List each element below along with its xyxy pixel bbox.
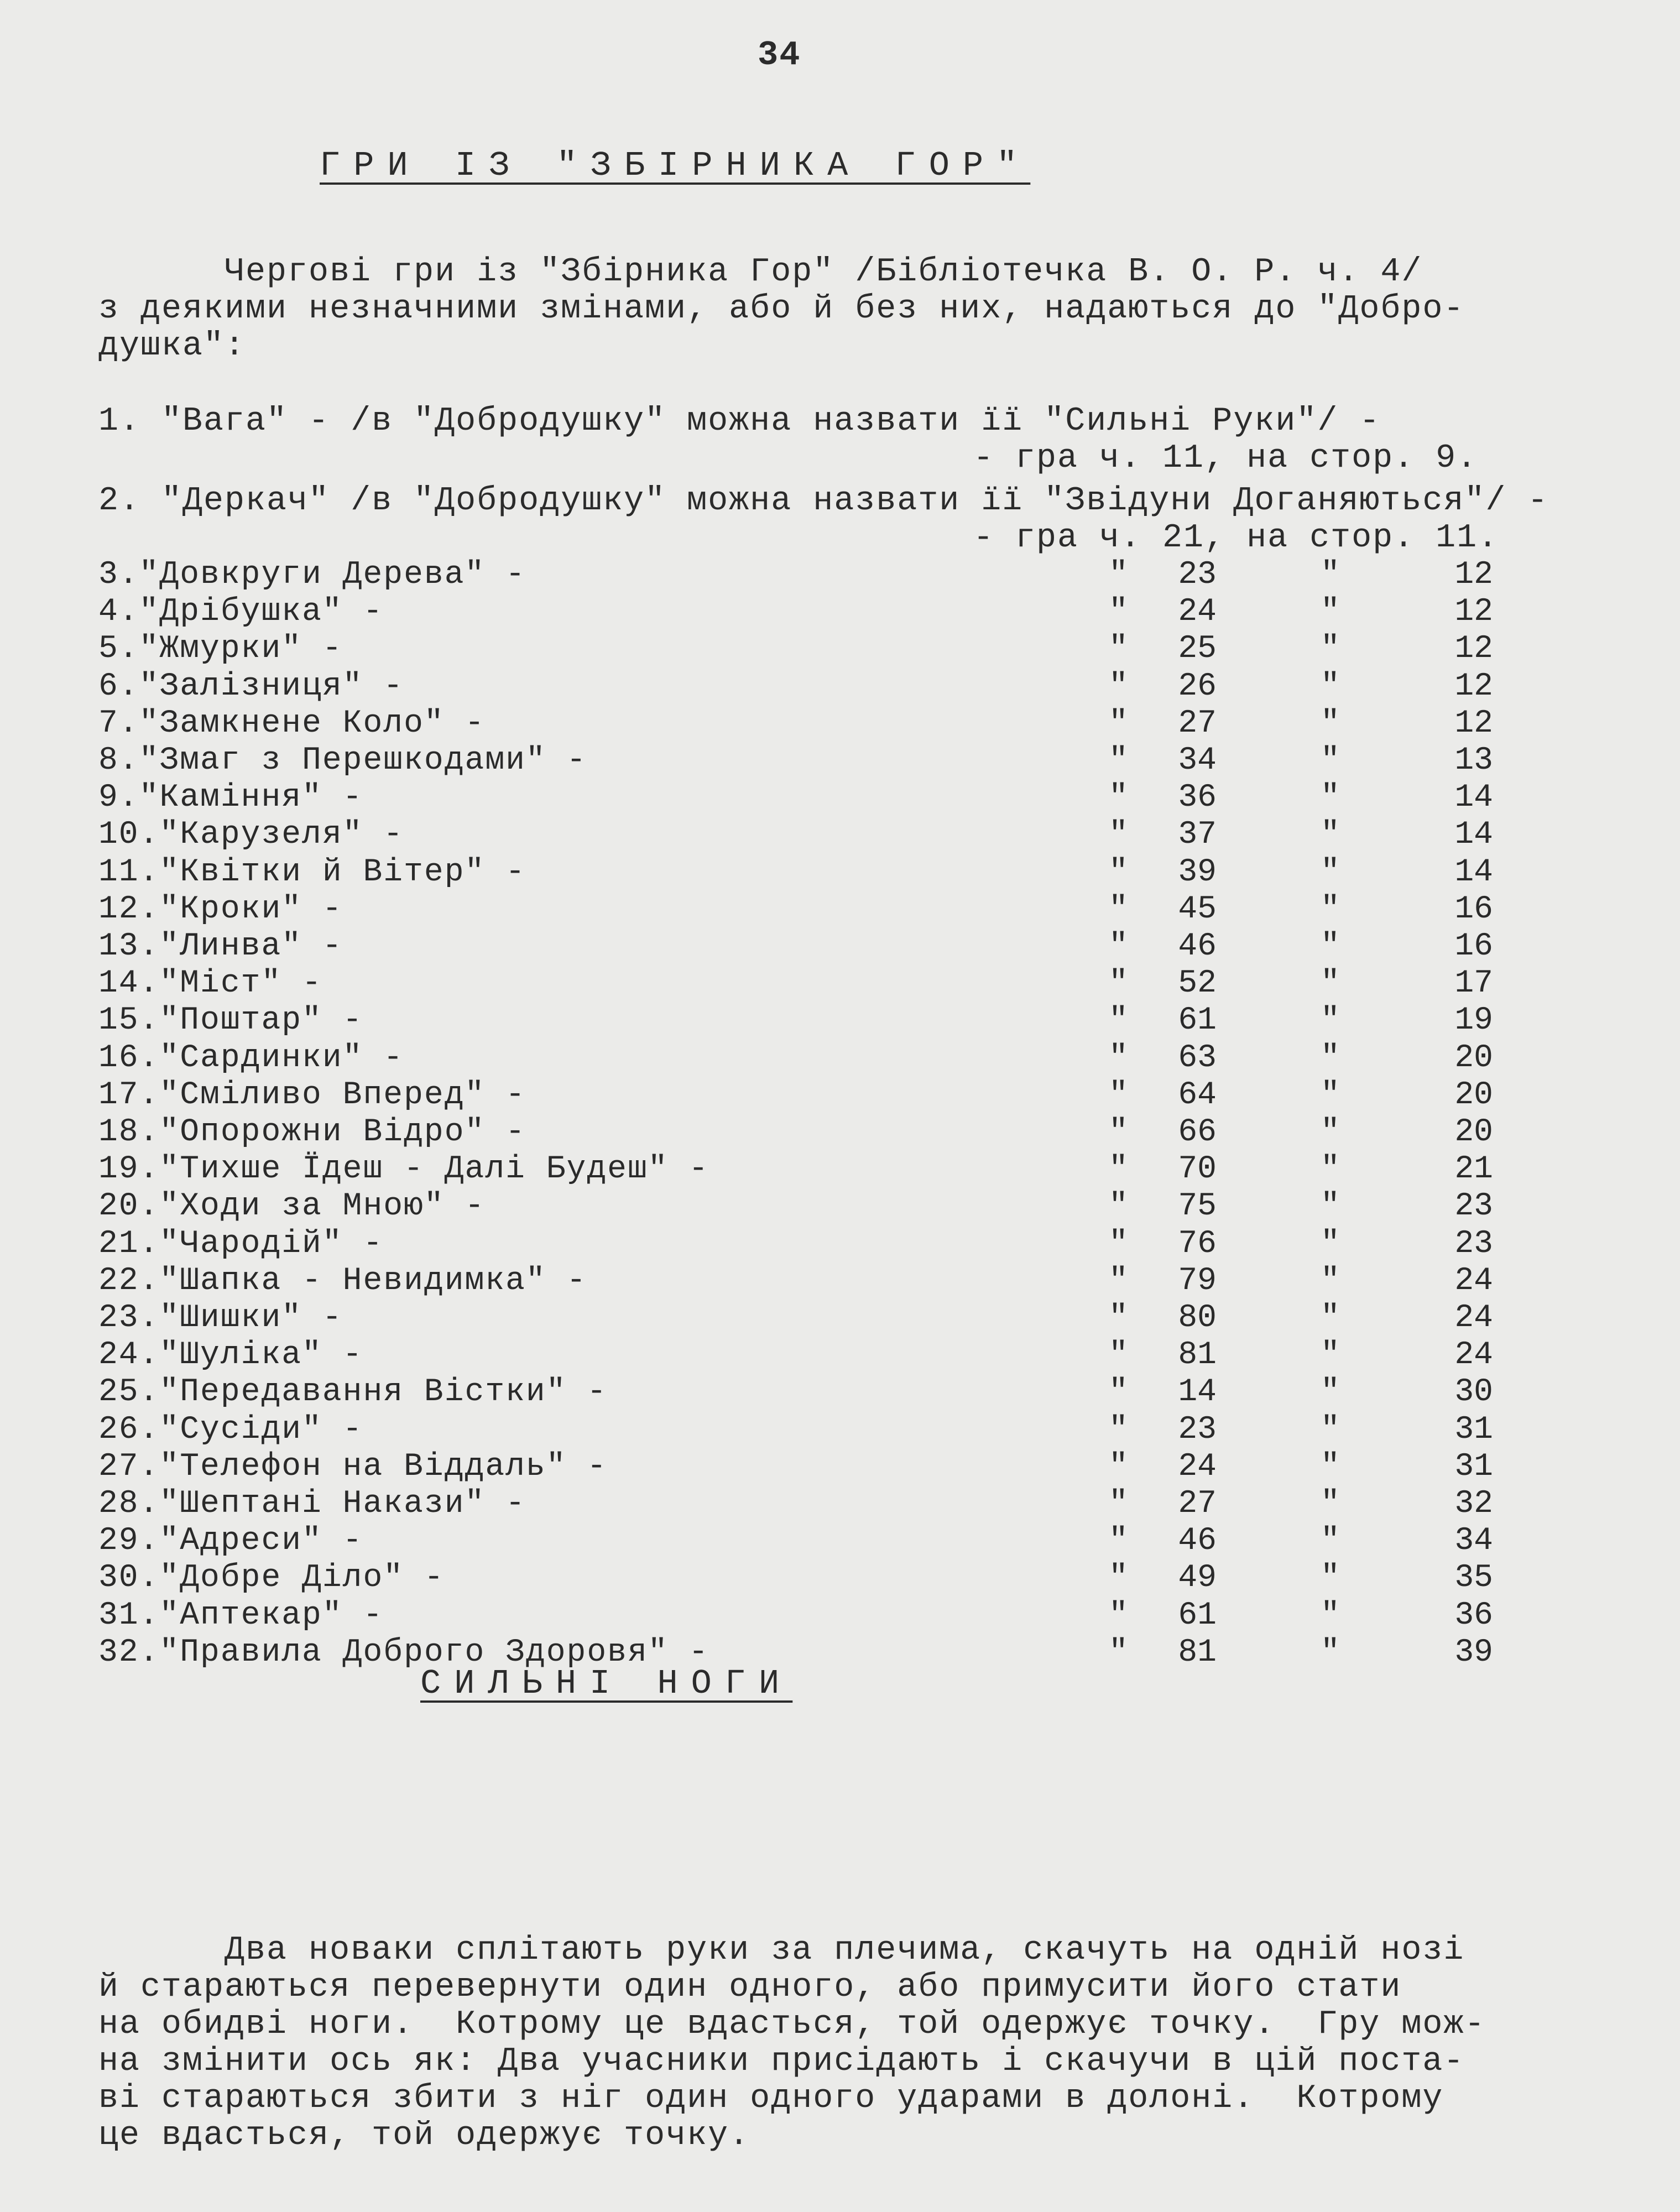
ditto-mark: "	[1109, 817, 1128, 853]
game-title: "Передавання Вістки" -	[159, 1374, 608, 1410]
section-line: й стараються перевернути один одного, або примусити його стати	[98, 1969, 1402, 2006]
game-label	[98, 928, 343, 965]
game-number: 27	[1178, 706, 1217, 742]
ditto-mark: "	[1321, 1040, 1340, 1076]
ditto-mark: "	[1109, 1523, 1128, 1559]
ditto-mark: "	[1109, 891, 1128, 927]
page-ref: 12	[1454, 594, 1493, 630]
game-index: 25.	[98, 1374, 160, 1410]
page-ref: 24	[1454, 1263, 1493, 1299]
game-title: "Дрібушка" -	[139, 594, 384, 630]
game-label	[98, 668, 404, 705]
ditto-mark: "	[1109, 1003, 1128, 1039]
ditto-mark: "	[1321, 1114, 1340, 1150]
ditto-mark: "	[1321, 1337, 1340, 1373]
game-index: 31.	[98, 1598, 160, 1634]
ditto-mark: "	[1321, 1300, 1340, 1336]
game-index: 9.	[98, 780, 139, 816]
page-ref: 20	[1454, 1040, 1493, 1076]
game-list-item	[0, 891, 1680, 928]
section-line: Два новаки сплітають руки за плечима, скачуть на одній нозі	[98, 1932, 1465, 1969]
page-ref: 32	[1454, 1486, 1493, 1522]
game-title: "Шапка - Невидимка" -	[159, 1263, 587, 1299]
game-index: 28.	[98, 1486, 160, 1522]
game-number: 27	[1178, 1486, 1217, 1522]
game-title: "Замкнене Коло" -	[139, 706, 486, 742]
ditto-mark: "	[1109, 1300, 1128, 1336]
game-number: 14	[1178, 1374, 1217, 1410]
game-title: "Шишки" -	[159, 1300, 343, 1336]
intro-line: Чергові гри із "Збірника Гор" /Бібліотечка В. О. Р. ч. 4/	[98, 253, 1423, 291]
game-title: "Поштар" -	[159, 1003, 363, 1039]
page-ref: 23	[1454, 1188, 1493, 1224]
game-number: 79	[1178, 1263, 1217, 1299]
game-number: 24	[1178, 1449, 1217, 1485]
game-list-item	[0, 1077, 1680, 1114]
game-label	[98, 1040, 404, 1077]
game-list-item	[0, 1188, 1680, 1225]
game-label	[98, 891, 343, 928]
ditto-mark: "	[1109, 1040, 1128, 1076]
entry-line: - гра ч. 21, на стор. 11.	[973, 519, 1499, 557]
game-index: 6.	[98, 669, 139, 705]
page-ref: 17	[1454, 966, 1493, 1001]
ditto-mark: "	[1321, 1598, 1340, 1634]
game-index: 20.	[98, 1188, 160, 1224]
game-number: 34	[1178, 743, 1217, 779]
game-index: 24.	[98, 1337, 160, 1373]
game-list-item	[0, 965, 1680, 1002]
game-title: "Опорожни Відро" -	[159, 1114, 526, 1150]
game-list-item	[0, 556, 1680, 593]
ditto-mark: "	[1321, 1263, 1340, 1299]
ditto-mark: "	[1109, 1151, 1128, 1187]
section-line: це вдасться, той одержує точку.	[98, 2117, 750, 2154]
game-label	[98, 1002, 363, 1039]
game-title: "Ходи за Мною" -	[159, 1188, 486, 1224]
game-label	[98, 742, 587, 779]
page-ref: 34	[1454, 1523, 1493, 1559]
game-title: "Адреси" -	[159, 1523, 363, 1559]
ditto-mark: "	[1109, 1449, 1128, 1485]
game-label	[98, 1597, 383, 1634]
page-ref: 21	[1454, 1151, 1493, 1187]
game-number: 52	[1178, 966, 1217, 1001]
game-number: 76	[1178, 1226, 1217, 1262]
game-list-item	[0, 928, 1680, 965]
game-index: 12.	[98, 891, 160, 927]
game-number: 75	[1178, 1188, 1217, 1224]
ditto-mark: "	[1109, 966, 1128, 1001]
section-line: ві стараються збити з ніг один одного ударами в долоні. Котрому	[98, 2080, 1444, 2117]
game-title: "Карузеля" -	[159, 817, 404, 853]
page-ref: 12	[1454, 669, 1493, 705]
game-label	[98, 1262, 587, 1300]
game-list-item	[0, 854, 1680, 891]
game-title: "Довкруги Дерева" -	[139, 557, 526, 593]
game-index: 30.	[98, 1560, 160, 1596]
game-index: 8.	[98, 743, 139, 779]
game-number: 25	[1178, 631, 1217, 667]
section-line: на обидві ноги. Котрому це вдасться, той одержує точку. Гру мож-	[98, 2006, 1486, 2043]
page-ref: 14	[1454, 854, 1493, 890]
page-ref: 19	[1454, 1003, 1493, 1039]
game-label	[98, 1188, 485, 1225]
game-list-item	[0, 1448, 1680, 1485]
game-list-item	[0, 705, 1680, 742]
game-index: 26.	[98, 1412, 160, 1448]
ditto-mark: "	[1321, 1188, 1340, 1224]
game-number: 66	[1178, 1114, 1217, 1150]
section-title: СИЛЬНІ НОГИ	[420, 1664, 793, 1703]
game-index: 7.	[98, 706, 139, 742]
ditto-mark: "	[1321, 1226, 1340, 1262]
game-title: "Правила Доброго Здоровя" -	[159, 1635, 709, 1671]
page-ref: 20	[1454, 1114, 1493, 1150]
ditto-mark: "	[1109, 1226, 1128, 1262]
ditto-mark: "	[1109, 1337, 1128, 1373]
game-index: 13.	[98, 928, 160, 964]
ditto-mark: "	[1109, 1598, 1128, 1634]
page-ref: 35	[1454, 1560, 1493, 1596]
ditto-mark: "	[1321, 1449, 1340, 1485]
game-label	[98, 1559, 445, 1597]
game-title: "Змаг з Перешкодами" -	[139, 743, 587, 779]
page-ref: 12	[1454, 706, 1493, 742]
game-index: 21.	[98, 1226, 160, 1262]
ditto-mark: "	[1109, 669, 1128, 705]
game-index: 23.	[98, 1300, 160, 1336]
game-index: 16.	[98, 1040, 160, 1076]
ditto-mark: "	[1321, 780, 1340, 816]
game-title: "Сусіди" -	[159, 1412, 363, 1448]
game-index: 19.	[98, 1151, 160, 1187]
ditto-mark: "	[1109, 780, 1128, 816]
game-label	[98, 1448, 607, 1485]
ditto-mark: "	[1109, 1635, 1128, 1671]
page-ref: 14	[1454, 817, 1493, 853]
page-ref: 39	[1454, 1635, 1493, 1671]
page-ref: 23	[1454, 1226, 1493, 1262]
game-index: 18.	[98, 1114, 160, 1150]
ditto-mark: "	[1109, 1486, 1128, 1522]
game-label	[98, 1485, 526, 1522]
game-index: 3.	[98, 557, 139, 593]
game-label	[98, 965, 322, 1002]
game-title: "Сардинки" -	[159, 1040, 404, 1076]
ditto-mark: "	[1321, 966, 1340, 1001]
page-number: 34	[758, 35, 801, 75]
game-list-item	[0, 1225, 1680, 1262]
game-title: "Жмурки" -	[139, 631, 343, 667]
page-ref: 16	[1454, 891, 1493, 927]
game-label	[98, 779, 363, 816]
game-index: 27.	[98, 1449, 160, 1485]
game-list-item	[0, 1485, 1680, 1522]
page-ref: 31	[1454, 1449, 1493, 1485]
page-ref: 36	[1454, 1598, 1493, 1634]
game-label	[98, 854, 526, 891]
entry-line: - гра ч. 11, на стор. 9.	[973, 440, 1478, 477]
game-title: "Каміння" -	[139, 780, 363, 816]
game-list-item	[0, 668, 1680, 705]
game-number: 23	[1178, 1412, 1217, 1448]
game-number: 61	[1178, 1003, 1217, 1039]
ditto-mark: "	[1109, 1374, 1128, 1410]
page-ref: 30	[1454, 1374, 1493, 1410]
ditto-mark: "	[1109, 928, 1128, 964]
page-ref: 24	[1454, 1337, 1493, 1373]
page-ref: 16	[1454, 928, 1493, 964]
game-label	[98, 556, 526, 593]
ditto-mark: "	[1109, 854, 1128, 890]
ditto-mark: "	[1109, 743, 1128, 779]
ditto-mark: "	[1321, 1486, 1340, 1522]
game-index: 4.	[98, 594, 139, 630]
game-title: "Сміливо Вперед" -	[159, 1077, 526, 1113]
game-label	[98, 705, 485, 742]
game-list-item	[0, 630, 1680, 667]
game-number: 81	[1178, 1337, 1217, 1373]
game-list-item	[0, 1522, 1680, 1559]
ditto-mark: "	[1109, 1263, 1128, 1299]
page-title: ГРИ ІЗ "ЗБІРНИКА ГОР"	[320, 146, 1031, 185]
game-number: 64	[1178, 1077, 1217, 1113]
game-title: "Линва" -	[159, 928, 343, 964]
ditto-mark: "	[1321, 1077, 1340, 1113]
game-list-item	[0, 1411, 1680, 1448]
game-title: "Чародій" -	[159, 1226, 384, 1262]
game-number: 46	[1178, 928, 1217, 964]
ditto-mark: "	[1109, 594, 1128, 630]
game-list-item	[0, 1337, 1680, 1374]
ditto-mark: "	[1109, 1188, 1128, 1224]
intro-line: душка":	[98, 327, 246, 365]
game-title: "Шептані Накази" -	[159, 1486, 526, 1522]
game-label	[98, 1225, 383, 1262]
page-ref: 31	[1454, 1412, 1493, 1448]
game-index: 17.	[98, 1077, 160, 1113]
game-title: "Міст" -	[159, 966, 322, 1001]
game-title: "Кроки" -	[159, 891, 343, 927]
ditto-mark: "	[1321, 669, 1340, 705]
game-number: 26	[1178, 669, 1217, 705]
game-index: 29.	[98, 1523, 160, 1559]
game-number: 24	[1178, 594, 1217, 630]
game-title: "Добре Діло" -	[159, 1560, 445, 1596]
game-label	[98, 1522, 363, 1559]
game-list-item	[0, 1559, 1680, 1597]
game-list-item	[0, 1262, 1680, 1300]
intro-line: з деякими незначними змінами, або й без них, надаються до "Добро-	[98, 290, 1465, 328]
game-number: 45	[1178, 891, 1217, 927]
ditto-mark: "	[1321, 817, 1340, 853]
ditto-mark: "	[1321, 557, 1340, 593]
game-number: 39	[1178, 854, 1217, 890]
game-list-item	[0, 1114, 1680, 1151]
game-index: 14.	[98, 966, 160, 1001]
ditto-mark: "	[1321, 594, 1340, 630]
ditto-mark: "	[1109, 1114, 1128, 1150]
ditto-mark: "	[1109, 1560, 1128, 1596]
entry-line: 2. "Деркач" /в "Добродушку" можна назвати її "Звідуни Доганяються"/ -	[98, 482, 1549, 520]
ditto-mark: "	[1109, 1077, 1128, 1113]
game-list-item	[0, 593, 1680, 630]
page-ref: 13	[1454, 743, 1493, 779]
game-number: 49	[1178, 1560, 1217, 1596]
ditto-mark: "	[1321, 743, 1340, 779]
game-label	[98, 1411, 363, 1448]
game-title: "Шуліка" -	[159, 1337, 363, 1373]
game-list-item	[0, 1597, 1680, 1634]
game-list-item	[0, 742, 1680, 779]
game-number: 46	[1178, 1523, 1217, 1559]
ditto-mark: "	[1321, 854, 1340, 890]
game-index: 5.	[98, 631, 139, 667]
ditto-mark: "	[1321, 1635, 1340, 1671]
ditto-mark: "	[1321, 1151, 1340, 1187]
ditto-mark: "	[1109, 1412, 1128, 1448]
ditto-mark: "	[1321, 631, 1340, 667]
game-list-item	[0, 1374, 1680, 1411]
game-label	[98, 1337, 363, 1374]
ditto-mark: "	[1109, 631, 1128, 667]
game-label	[98, 1077, 526, 1114]
game-list-item	[0, 1300, 1680, 1337]
ditto-mark: "	[1321, 1523, 1340, 1559]
game-list-item	[0, 779, 1680, 816]
game-number: 36	[1178, 780, 1217, 816]
game-number: 70	[1178, 1151, 1217, 1187]
section-line: на змінити ось як: Два учасники присідають і скачучи в цій поста-	[98, 2043, 1465, 2080]
game-number: 80	[1178, 1300, 1217, 1336]
game-title: "Залізниця" -	[139, 669, 404, 705]
game-number: 63	[1178, 1040, 1217, 1076]
game-title: "Телефон на Віддаль" -	[159, 1449, 608, 1485]
game-label	[98, 816, 404, 853]
page-ref: 24	[1454, 1300, 1493, 1336]
ditto-mark: "	[1109, 557, 1128, 593]
ditto-mark: "	[1321, 1412, 1340, 1448]
game-index: 32.	[98, 1635, 160, 1671]
ditto-mark: "	[1321, 1374, 1340, 1410]
entry-line: 1. "Вага" - /в "Добродушку" можна назвати її "Сильні Руки"/ -	[98, 403, 1381, 440]
game-number: 81	[1178, 1635, 1217, 1671]
page-ref: 12	[1454, 557, 1493, 593]
game-index: 11.	[98, 854, 160, 890]
page-ref: 20	[1454, 1077, 1493, 1113]
ditto-mark: "	[1321, 1003, 1340, 1039]
game-index: 10.	[98, 817, 160, 853]
game-number: 23	[1178, 557, 1217, 593]
game-list-item	[0, 1002, 1680, 1039]
game-title: "Тихше Їдеш - Далі Будеш" -	[159, 1151, 709, 1187]
game-label	[98, 1151, 709, 1188]
ditto-mark: "	[1321, 706, 1340, 742]
game-list-item	[0, 816, 1680, 853]
game-label	[98, 593, 383, 630]
game-number: 61	[1178, 1598, 1217, 1634]
game-title: "Квітки й Вітер" -	[159, 854, 526, 890]
ditto-mark: "	[1321, 1560, 1340, 1596]
game-title: "Аптекар" -	[159, 1598, 384, 1634]
page-ref: 12	[1454, 631, 1493, 667]
game-number: 37	[1178, 817, 1217, 853]
game-label	[98, 1114, 526, 1151]
ditto-mark: "	[1321, 928, 1340, 964]
game-list-item	[0, 1151, 1680, 1188]
game-list-item	[0, 1040, 1680, 1077]
game-index: 15.	[98, 1003, 160, 1039]
game-label	[98, 630, 343, 667]
ditto-mark: "	[1109, 706, 1128, 742]
game-label	[98, 1374, 607, 1411]
game-index: 22.	[98, 1263, 160, 1299]
game-list-item	[0, 1634, 1680, 1671]
page-ref: 14	[1454, 780, 1493, 816]
game-label	[98, 1300, 343, 1337]
ditto-mark: "	[1321, 891, 1340, 927]
